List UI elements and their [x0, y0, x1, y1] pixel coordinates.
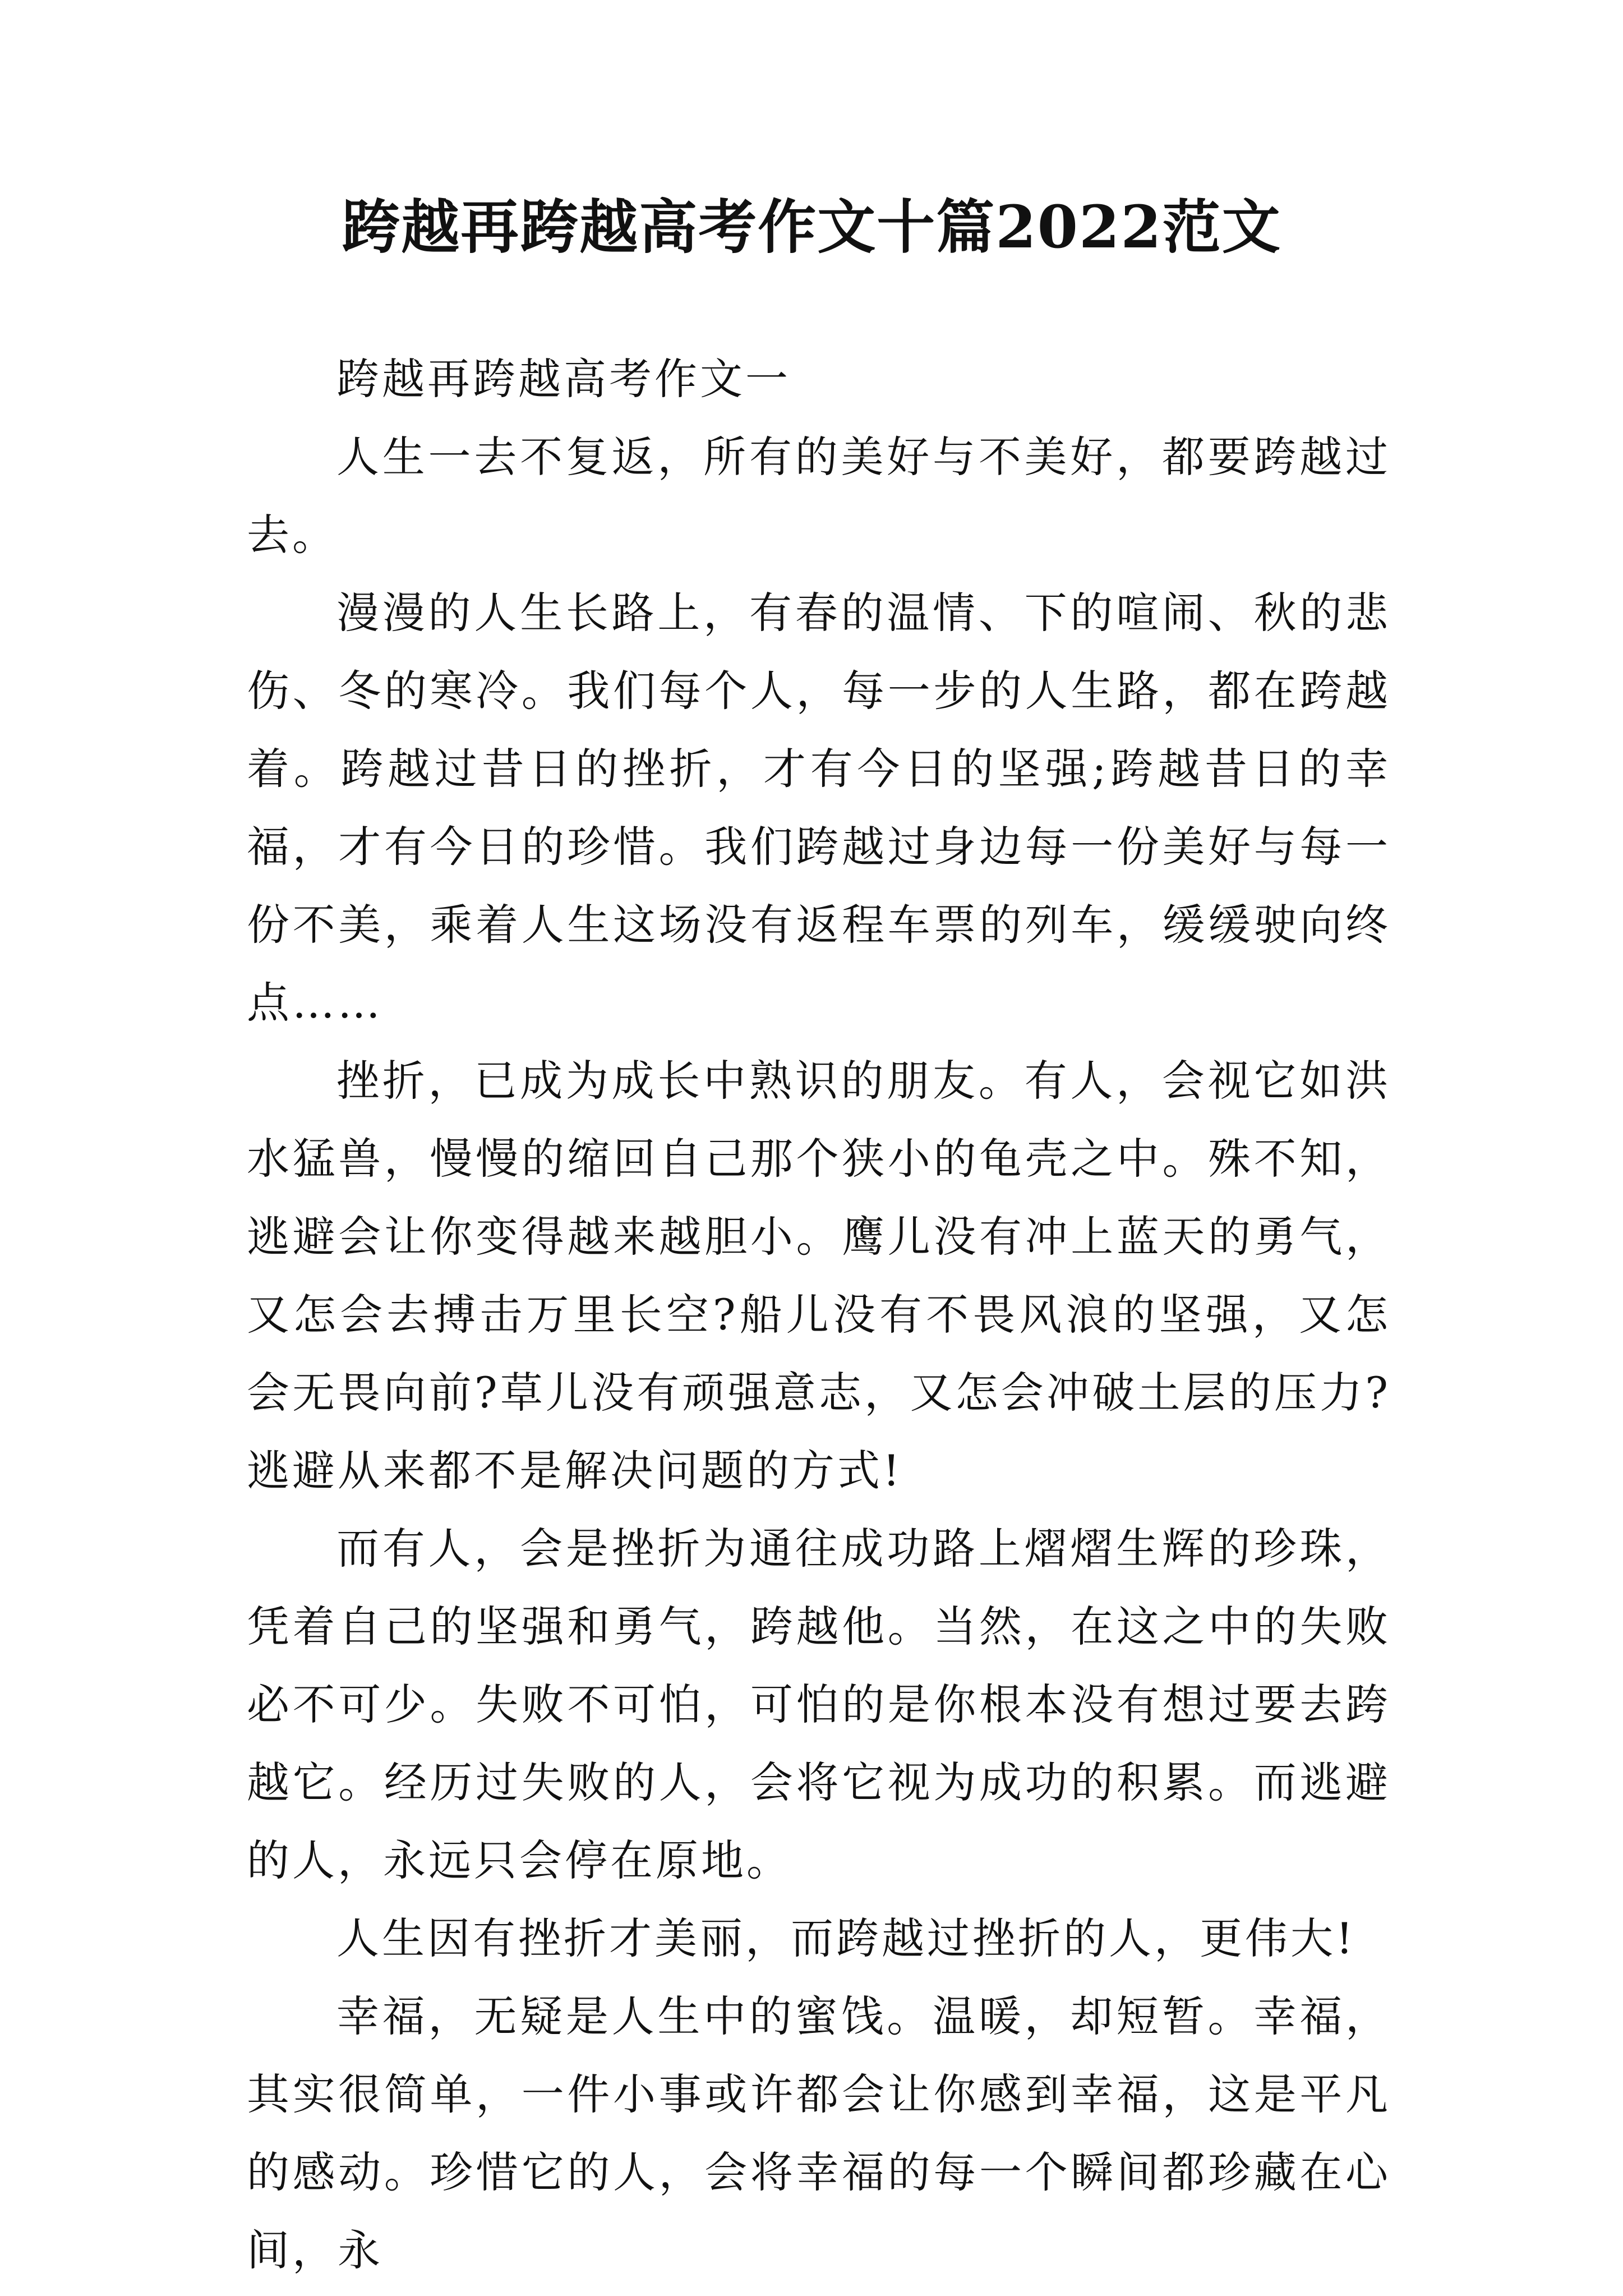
paragraph: 挫折，已成为成长中熟识的朋友。有人，会视它如洪水猛兽，慢慢的缩回自己那个狭小的龟壳之中。殊不知，逃避会让你变得越来越胆小。鹰儿没有冲上蓝天的勇气，又怎会去搏击万里长空?船儿没有不畏风浪的坚强，又怎会无畏向前?草儿没有顽强意志，又怎会冲破土层的压力?逃避从来都不是解决问题的方式!	[247, 1056, 1391, 1496]
paragraph: 漫漫的人生长路上，有春的温情、下的喧闹、秋的悲伤、冬的寒冷。我们每个人，每一步的人生路，都在跨越着。跨越过昔日的挫折，才有今日的坚强;跨越昔日的幸福，才有今日的珍惜。我们跨越过身边每一份美好与每一份不美，乘着人生这场没有返程车票的列车，缓缓驶向终点……	[247, 588, 1391, 1028]
document-body	[247, 340, 1391, 2289]
page-title: 跨越再跨越高考作文十篇2022范文	[342, 192, 1281, 261]
paragraph-heading: 跨越再跨越高考作文一	[336, 354, 791, 404]
paragraph: 人生因有挫折才美丽，而跨越过挫折的人，更伟大!	[336, 1913, 1356, 1963]
paragraph: 幸福，无疑是人生中的蜜饯。温暖，却短暂。幸福，其实很简单，一件小事或许都会让你感到幸福，这是平凡的感动。珍惜它的人，会将幸福的每一个瞬间都珍藏在心间，永	[247, 1991, 1391, 2275]
paragraph: 人生一去不复返，所有的美好与不美好，都要跨越过去。	[247, 432, 1391, 560]
paragraph: 而有人，会是挫折为通往成功路上熠熠生辉的珍珠，凭着自己的坚强和勇气，跨越他。当然，在这之中的失败必不可少。失败不可怕，可怕的是你根本没有想过要去跨越它。经历过失败的人，会将它视为成功的积累。而逃避的人，永远只会停在原地。	[247, 1524, 1391, 1885]
